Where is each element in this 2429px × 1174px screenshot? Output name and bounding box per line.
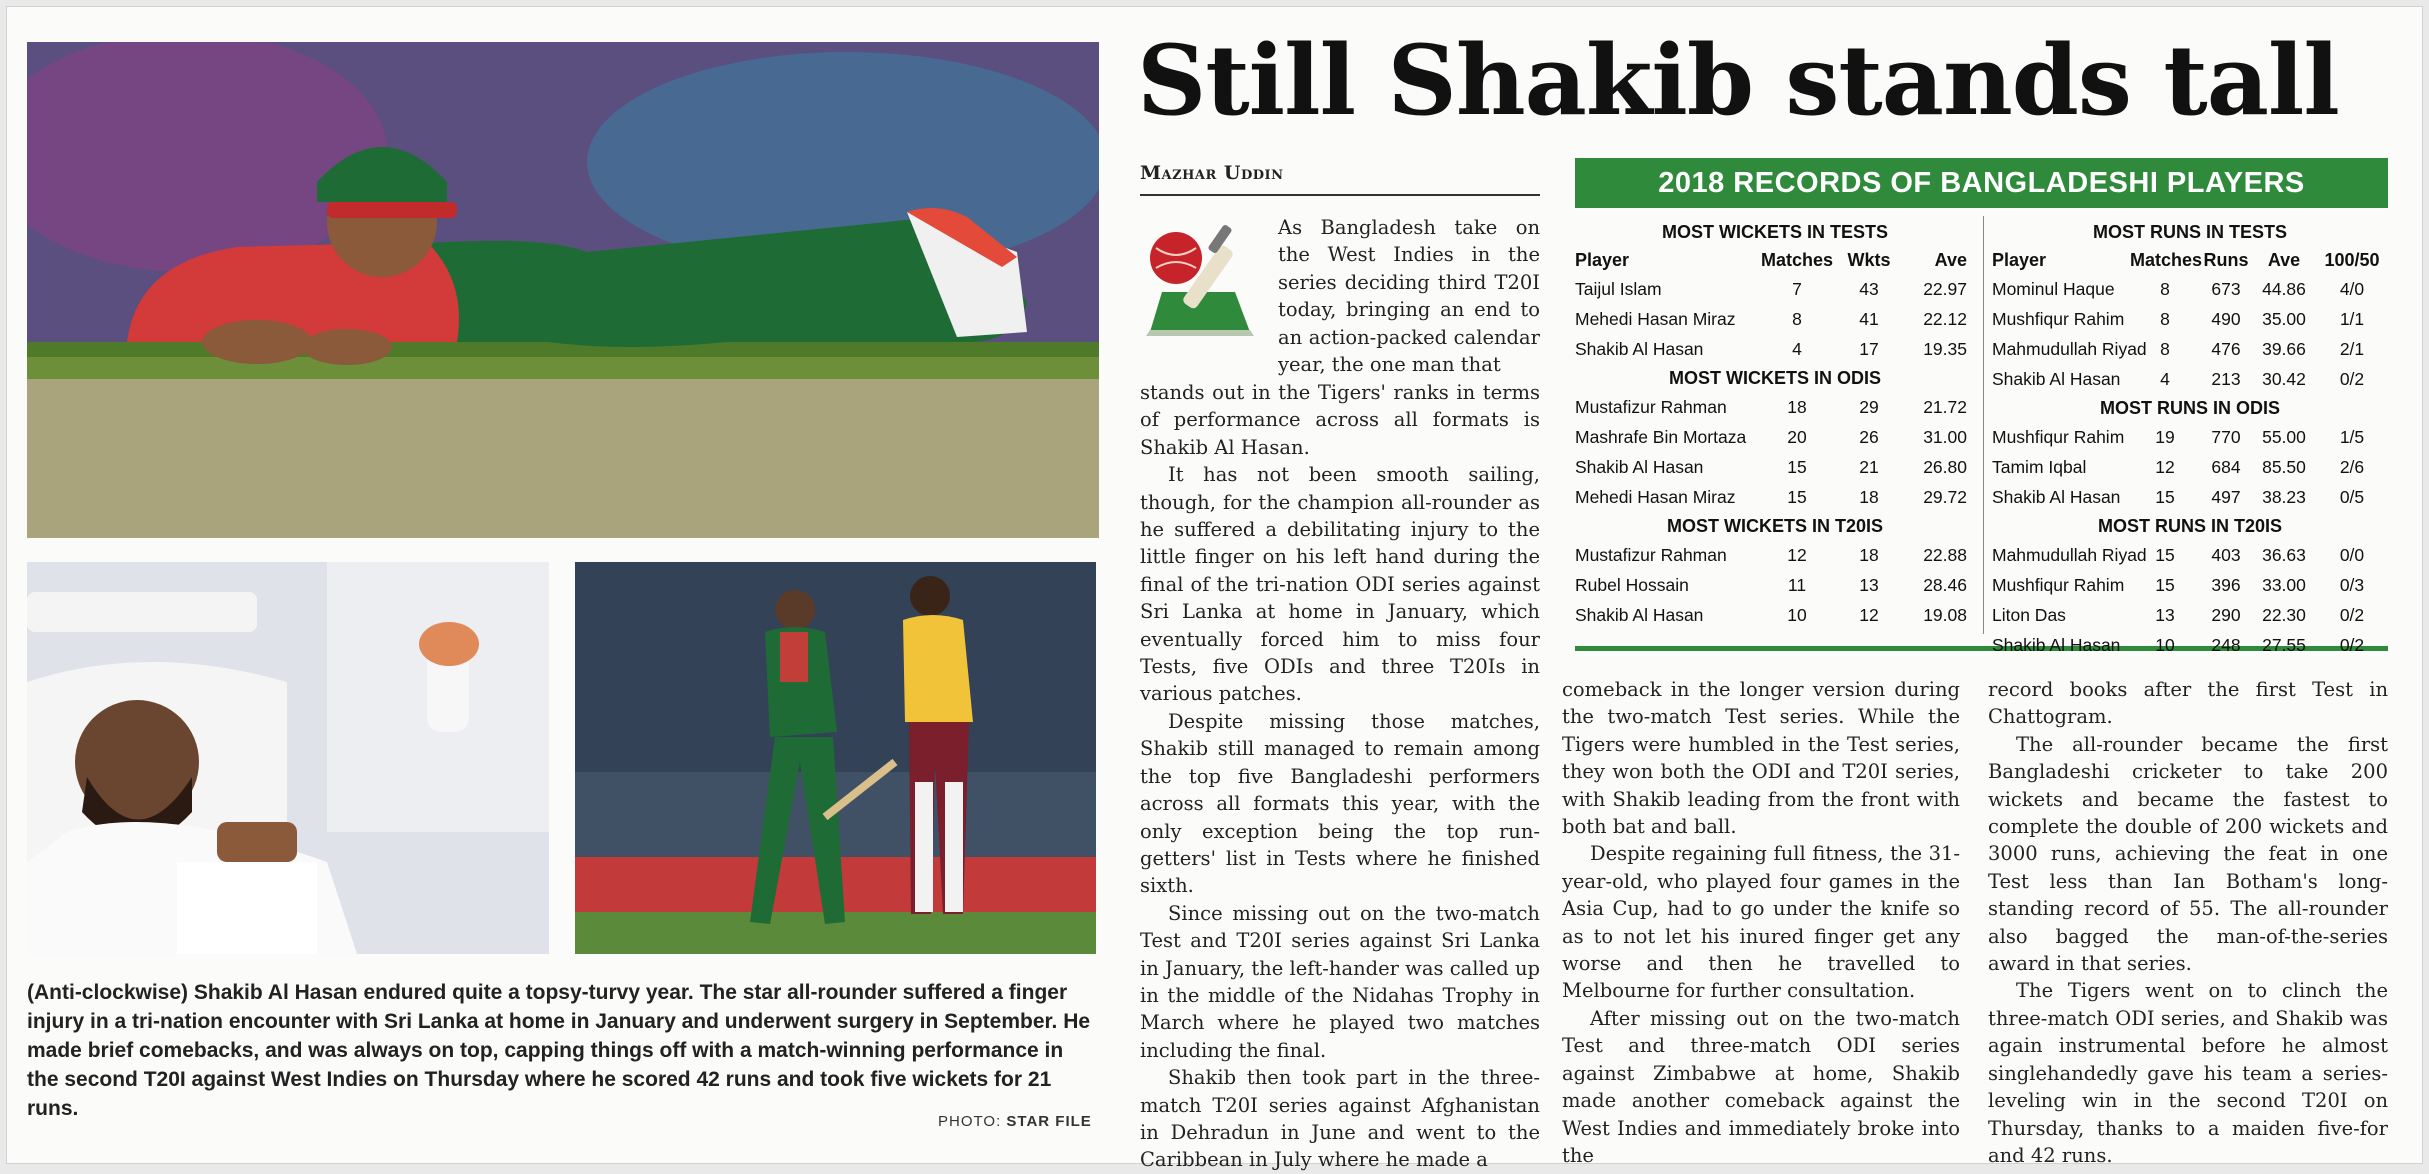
records-column-divider <box>1983 216 1984 634</box>
article-paragraph-7a: After missing out on the two-match Test and three-match ODI series against Zimbabwe at home, Shakib made another comeback against the West Indies and immediately broke into the <box>1562 1006 1960 1167</box>
records-table-title: 2018 RECORDS OF BANGLADESHI PLAYERS <box>1575 158 2388 208</box>
runs-odis-rows <box>1992 422 2388 512</box>
stat-cell: 7 <box>1792 279 1802 299</box>
stat-cell: 22.97 <box>1923 279 1967 299</box>
header-cell: Player <box>1575 250 1630 270</box>
article-lead-top <box>1278 214 1540 378</box>
stat-cell: 17 <box>1859 339 1879 359</box>
table-row <box>1575 274 1975 304</box>
player-name-cell: Shakib Al Hasan <box>1992 635 2121 655</box>
wickets-header-row <box>1575 246 1975 274</box>
header-cell: Matches <box>1760 250 1834 270</box>
player-name-cell: Shakib Al Hasan <box>1575 605 1704 625</box>
player-name-cell: Mushfiqur Rahim <box>1992 427 2125 447</box>
table-row <box>1992 482 2388 512</box>
player-name-cell: Mushfiqur Rahim <box>1992 309 2125 329</box>
stat-cell: 15 <box>2155 575 2175 595</box>
stat-cell: 15 <box>2155 545 2175 565</box>
table-row <box>1992 570 2388 600</box>
stat-cell: 673 <box>2211 279 2241 299</box>
byline: Mazhar Uddin <box>1140 162 1284 184</box>
table-row <box>1575 452 1975 482</box>
byline-divider <box>1140 194 1540 196</box>
stat-cell: 0/2 <box>2339 369 2365 389</box>
table-row <box>1992 540 2388 570</box>
stat-cell: 12 <box>1859 605 1879 625</box>
table-row <box>1575 570 1975 600</box>
table-row <box>1992 422 2388 452</box>
article-column-3 <box>1988 676 2388 1169</box>
player-name-cell: Shakib Al Hasan <box>1575 457 1704 477</box>
article-paragraph-7b: record books after the first Test in Chattogram. <box>1988 678 2388 729</box>
stat-cell: 35.00 <box>2262 309 2306 329</box>
runs-section <box>1992 218 2388 660</box>
header-cell: Matches <box>2130 250 2203 270</box>
stat-cell: 19.08 <box>1923 605 1967 625</box>
article-lead-part-b: stands out in the Tigers' ranks in terms of performance across all formats is Shakib Al Hasan. <box>1140 381 1540 459</box>
photo-shakib-lying-illustration <box>27 42 1099 538</box>
article-paragraph-8: The all-rounder became the first Bangladeshi cricketer to take 200 wickets and became the fastest to complete the double of 200 wickets and 3000 runs, achieving the feat in one Test less than Ian Botham's long-standing record of 55. The all-rounder also bagged the man-of-the-series award in that series. <box>1988 732 2388 976</box>
table-row <box>1575 334 1975 364</box>
stat-cell: 18 <box>1859 487 1879 507</box>
stat-cell: 41 <box>1859 309 1879 329</box>
player-name-cell: Mominul Haque <box>1992 279 2115 299</box>
stat-cell: 85.50 <box>2262 457 2306 477</box>
article-paragraph-2: It has not been smooth sailing, though, for the champion all-rounder as he suffered a debilitating injury to the little finger on his left hand during the final of the tri-nation ODI series against Sri Lanka at home in January, which eventually forced him to miss four Tests, five ODIs and three T20Is in various patches. <box>1140 463 1540 706</box>
player-name-cell: Shakib Al Hasan <box>1575 339 1704 359</box>
stat-cell: 11 <box>1787 575 1807 595</box>
stat-cell: 21 <box>1859 457 1879 477</box>
stat-cell: 18 <box>1787 397 1807 417</box>
player-name-cell: Mahmudullah Riyad <box>1992 339 2147 359</box>
table-row <box>1992 630 2388 660</box>
player-name-cell: Mushfiqur Rahim <box>1992 575 2125 595</box>
stat-cell: 15 <box>1787 457 1807 477</box>
stat-cell: 476 <box>2211 339 2241 359</box>
stat-cell: 22.88 <box>1923 545 1967 565</box>
stat-cell: 39.66 <box>2262 339 2306 359</box>
stat-cell: 1/5 <box>2339 427 2365 447</box>
table-row <box>1575 600 1975 630</box>
article-paragraph-6: Despite regaining full fitness, the 31-year-old, who played four games in the Asia Cup, had to go under the knife so as to not let his inured finger get any worse and then he travelled to Melbourne for further consultation. <box>1562 842 1960 1003</box>
wickets-t20is-rows <box>1575 540 1975 630</box>
stat-cell: 31.00 <box>1923 427 1967 447</box>
stat-cell: 497 <box>2211 487 2241 507</box>
player-name-cell: Mustafizur Rahman <box>1575 397 1727 417</box>
article-paragraph-9: The Tigers went on to clinch the three-match ODI series, and Shakib was again instrumental before he almost singlehandedly gave his team a series-leveling win in the second T20I on Thursday, thanks to a maiden five-for and 42 runs. <box>1988 979 2388 1167</box>
stat-cell: 44.86 <box>2262 279 2306 299</box>
wickets-odis-title: MOST WICKETS IN ODIS <box>1668 368 1881 388</box>
table-row <box>1575 304 1975 334</box>
stat-cell: 18 <box>1859 545 1879 565</box>
player-name-cell: Mehedi Hasan Miraz <box>1575 487 1736 507</box>
stat-cell: 22.12 <box>1923 309 1967 329</box>
stat-cell: 4 <box>1792 339 1802 359</box>
runs-tests-rows <box>1992 274 2388 394</box>
article-paragraph-5b: comeback in the longer version during the two-match Test series. While the Tigers were humbled in the Test series, they won both the ODI and T20I series, with Shakib leading from the front with both bat and ball. <box>1562 678 1960 839</box>
stat-cell: 30.42 <box>2262 369 2306 389</box>
wickets-odis-rows <box>1575 392 1975 512</box>
header-cell: Ave <box>1934 250 1967 270</box>
wickets-t20is-title: MOST WICKETS IN T20IS <box>1666 516 1884 536</box>
player-name-cell: Mahmudullah Riyad <box>1992 545 2147 565</box>
player-name-cell: Mustafizur Rahman <box>1575 545 1727 565</box>
photo-hospital-illustration <box>27 562 549 954</box>
stat-cell: 770 <box>2211 427 2241 447</box>
wickets-section <box>1575 218 1975 630</box>
stat-cell: 8 <box>2160 309 2170 329</box>
table-row <box>1992 304 2388 334</box>
stat-cell: 27.55 <box>2262 635 2306 655</box>
stat-cell: 290 <box>2211 605 2241 625</box>
article-paragraph-4: Since missing out on the two-match Test and T20I series against Sri Lanka in January, the left-hander was called up in the middle of the Nidahas Trophy in March where he played two matches including the final. <box>1140 901 1540 1062</box>
article-column-1 <box>1140 379 1540 1174</box>
stat-cell: 13 <box>1859 575 1879 595</box>
stat-cell: 396 <box>2211 575 2241 595</box>
stat-cell: 0/2 <box>2339 605 2365 625</box>
photo-match-illustration <box>575 562 1096 954</box>
stat-cell: 15 <box>2155 487 2175 507</box>
player-name-cell: Mehedi Hasan Miraz <box>1575 309 1736 329</box>
stat-cell: 33.00 <box>2262 575 2306 595</box>
headline: Still Shakib stands tall <box>1137 24 2339 137</box>
header-cell: Runs <box>2203 250 2249 270</box>
table-row <box>1575 422 1975 452</box>
stat-cell: 0/5 <box>2339 487 2365 507</box>
stat-cell: 10 <box>1787 605 1807 625</box>
article-paragraph-5a: Shakib then took part in the three-match T20I series against Afghanistan in Dehradun in June and went to the Caribbean in July where he made a <box>1140 1066 1540 1172</box>
photo-shakib-lying-on-field <box>27 42 1099 538</box>
article-paragraph-3: Despite missing those matches, Shakib still managed to remain among the top five Bangladeshi performers across all formats this year, with the only exception being the top run-getters' list in Tests where he finished sixth. <box>1140 709 1540 898</box>
table-row <box>1575 482 1975 512</box>
stat-cell: 26.80 <box>1923 457 1967 477</box>
article-column-2 <box>1562 676 1960 1169</box>
photo-credit <box>938 1113 1092 1130</box>
stat-cell: 36.63 <box>2262 545 2306 565</box>
stat-cell: 213 <box>2211 369 2241 389</box>
wickets-tests-rows <box>1575 274 1975 364</box>
stat-cell: 490 <box>2211 309 2241 329</box>
stat-cell: 22.30 <box>2262 605 2306 625</box>
header-cell: 100/50 <box>2324 250 2380 270</box>
table-row <box>1575 392 1975 422</box>
stat-cell: 19 <box>2155 427 2175 447</box>
photo-credit-source: STAR FILE <box>1006 1113 1092 1130</box>
photo-match-action <box>575 562 1096 954</box>
records-table <box>1575 158 2388 655</box>
player-name-cell: Taijul Islam <box>1575 279 1662 299</box>
player-name-cell: Liton Das <box>1992 605 2066 625</box>
table-row <box>1992 452 2388 482</box>
wickets-tests-title: MOST WICKETS IN TESTS <box>1661 222 1888 242</box>
stat-cell: 43 <box>1859 279 1879 299</box>
stat-cell: 8 <box>2160 279 2170 299</box>
stat-cell: 0/0 <box>2339 545 2365 565</box>
runs-odis-title: MOST RUNS IN ODIS <box>2099 398 2280 418</box>
stat-cell: 684 <box>2211 457 2241 477</box>
stat-cell: 29 <box>1859 397 1879 417</box>
cricket-ball-bat-icon <box>1140 222 1260 340</box>
stat-cell: 12 <box>2155 457 2175 477</box>
runs-t20is-title: MOST RUNS IN T20IS <box>2097 516 2283 536</box>
stat-cell: 0/3 <box>2339 575 2365 595</box>
photo-shakib-hospital-bed <box>27 562 549 954</box>
stat-cell: 12 <box>1787 545 1807 565</box>
stat-cell: 21.72 <box>1923 397 1967 417</box>
stat-cell: 26 <box>1859 427 1879 447</box>
stat-cell: 10 <box>2155 635 2175 655</box>
stat-cell: 38.23 <box>2262 487 2306 507</box>
article-lead-part-a: As Bangladesh take on the West Indies in the series deciding third T20I today, bringing an end to an action-packed calendar year, the one man that <box>1278 216 1540 377</box>
player-name-cell: Tamim Iqbal <box>1992 457 2087 477</box>
stat-cell: 29.72 <box>1923 487 1967 507</box>
stat-cell: 4/0 <box>2339 279 2365 299</box>
photo-credit-label: PHOTO: <box>938 1113 1002 1130</box>
stat-cell: 19.35 <box>1923 339 1967 359</box>
runs-t20is-rows <box>1992 540 2388 660</box>
stat-cell: 28.46 <box>1923 575 1967 595</box>
stat-cell: 55.00 <box>2262 427 2306 447</box>
stat-cell: 4 <box>2160 369 2170 389</box>
stat-cell: 1/1 <box>2339 309 2365 329</box>
table-row <box>1992 334 2388 364</box>
runs-header-row <box>1992 246 2388 274</box>
player-name-cell: Mashrafe Bin Mortaza <box>1575 427 1747 447</box>
player-name-cell: Rubel Hossain <box>1575 575 1689 595</box>
stat-cell: 20 <box>1787 427 1807 447</box>
table-row <box>1992 274 2388 304</box>
player-name-cell: Shakib Al Hasan <box>1992 487 2121 507</box>
stat-cell: 248 <box>2211 635 2241 655</box>
player-name-cell: Shakib Al Hasan <box>1992 369 2121 389</box>
header-cell: Player <box>1992 250 2047 270</box>
stat-cell: 2/1 <box>2339 339 2365 359</box>
header-cell: Wkts <box>1847 250 1891 270</box>
runs-tests-title: MOST RUNS IN TESTS <box>2092 222 2287 242</box>
stat-cell: 403 <box>2211 545 2241 565</box>
stat-cell: 8 <box>1792 309 1802 329</box>
table-row <box>1575 540 1975 570</box>
stat-cell: 8 <box>2160 339 2170 359</box>
photo-caption: (Anti-clockwise) Shakib Al Hasan endured quite a topsy-turvy year. The star all-rounder suffered a finger injury in a tri-nation encounter with Sri Lanka at home in January and underwent surgery in September. He made brief comebacks, and was always on top, capping things off with a match-winning performance in the second T20I against West Indies on Thursday where he scored 42 runs and took five wickets for 21 runs. <box>27 981 1091 1120</box>
stat-cell: 2/6 <box>2339 457 2365 477</box>
table-row <box>1992 600 2388 630</box>
stat-cell: 15 <box>1787 487 1807 507</box>
stat-cell: 0/2 <box>2339 635 2365 655</box>
header-cell: Ave <box>2267 250 2301 270</box>
table-row <box>1992 364 2388 394</box>
stat-cell: 13 <box>2155 605 2175 625</box>
